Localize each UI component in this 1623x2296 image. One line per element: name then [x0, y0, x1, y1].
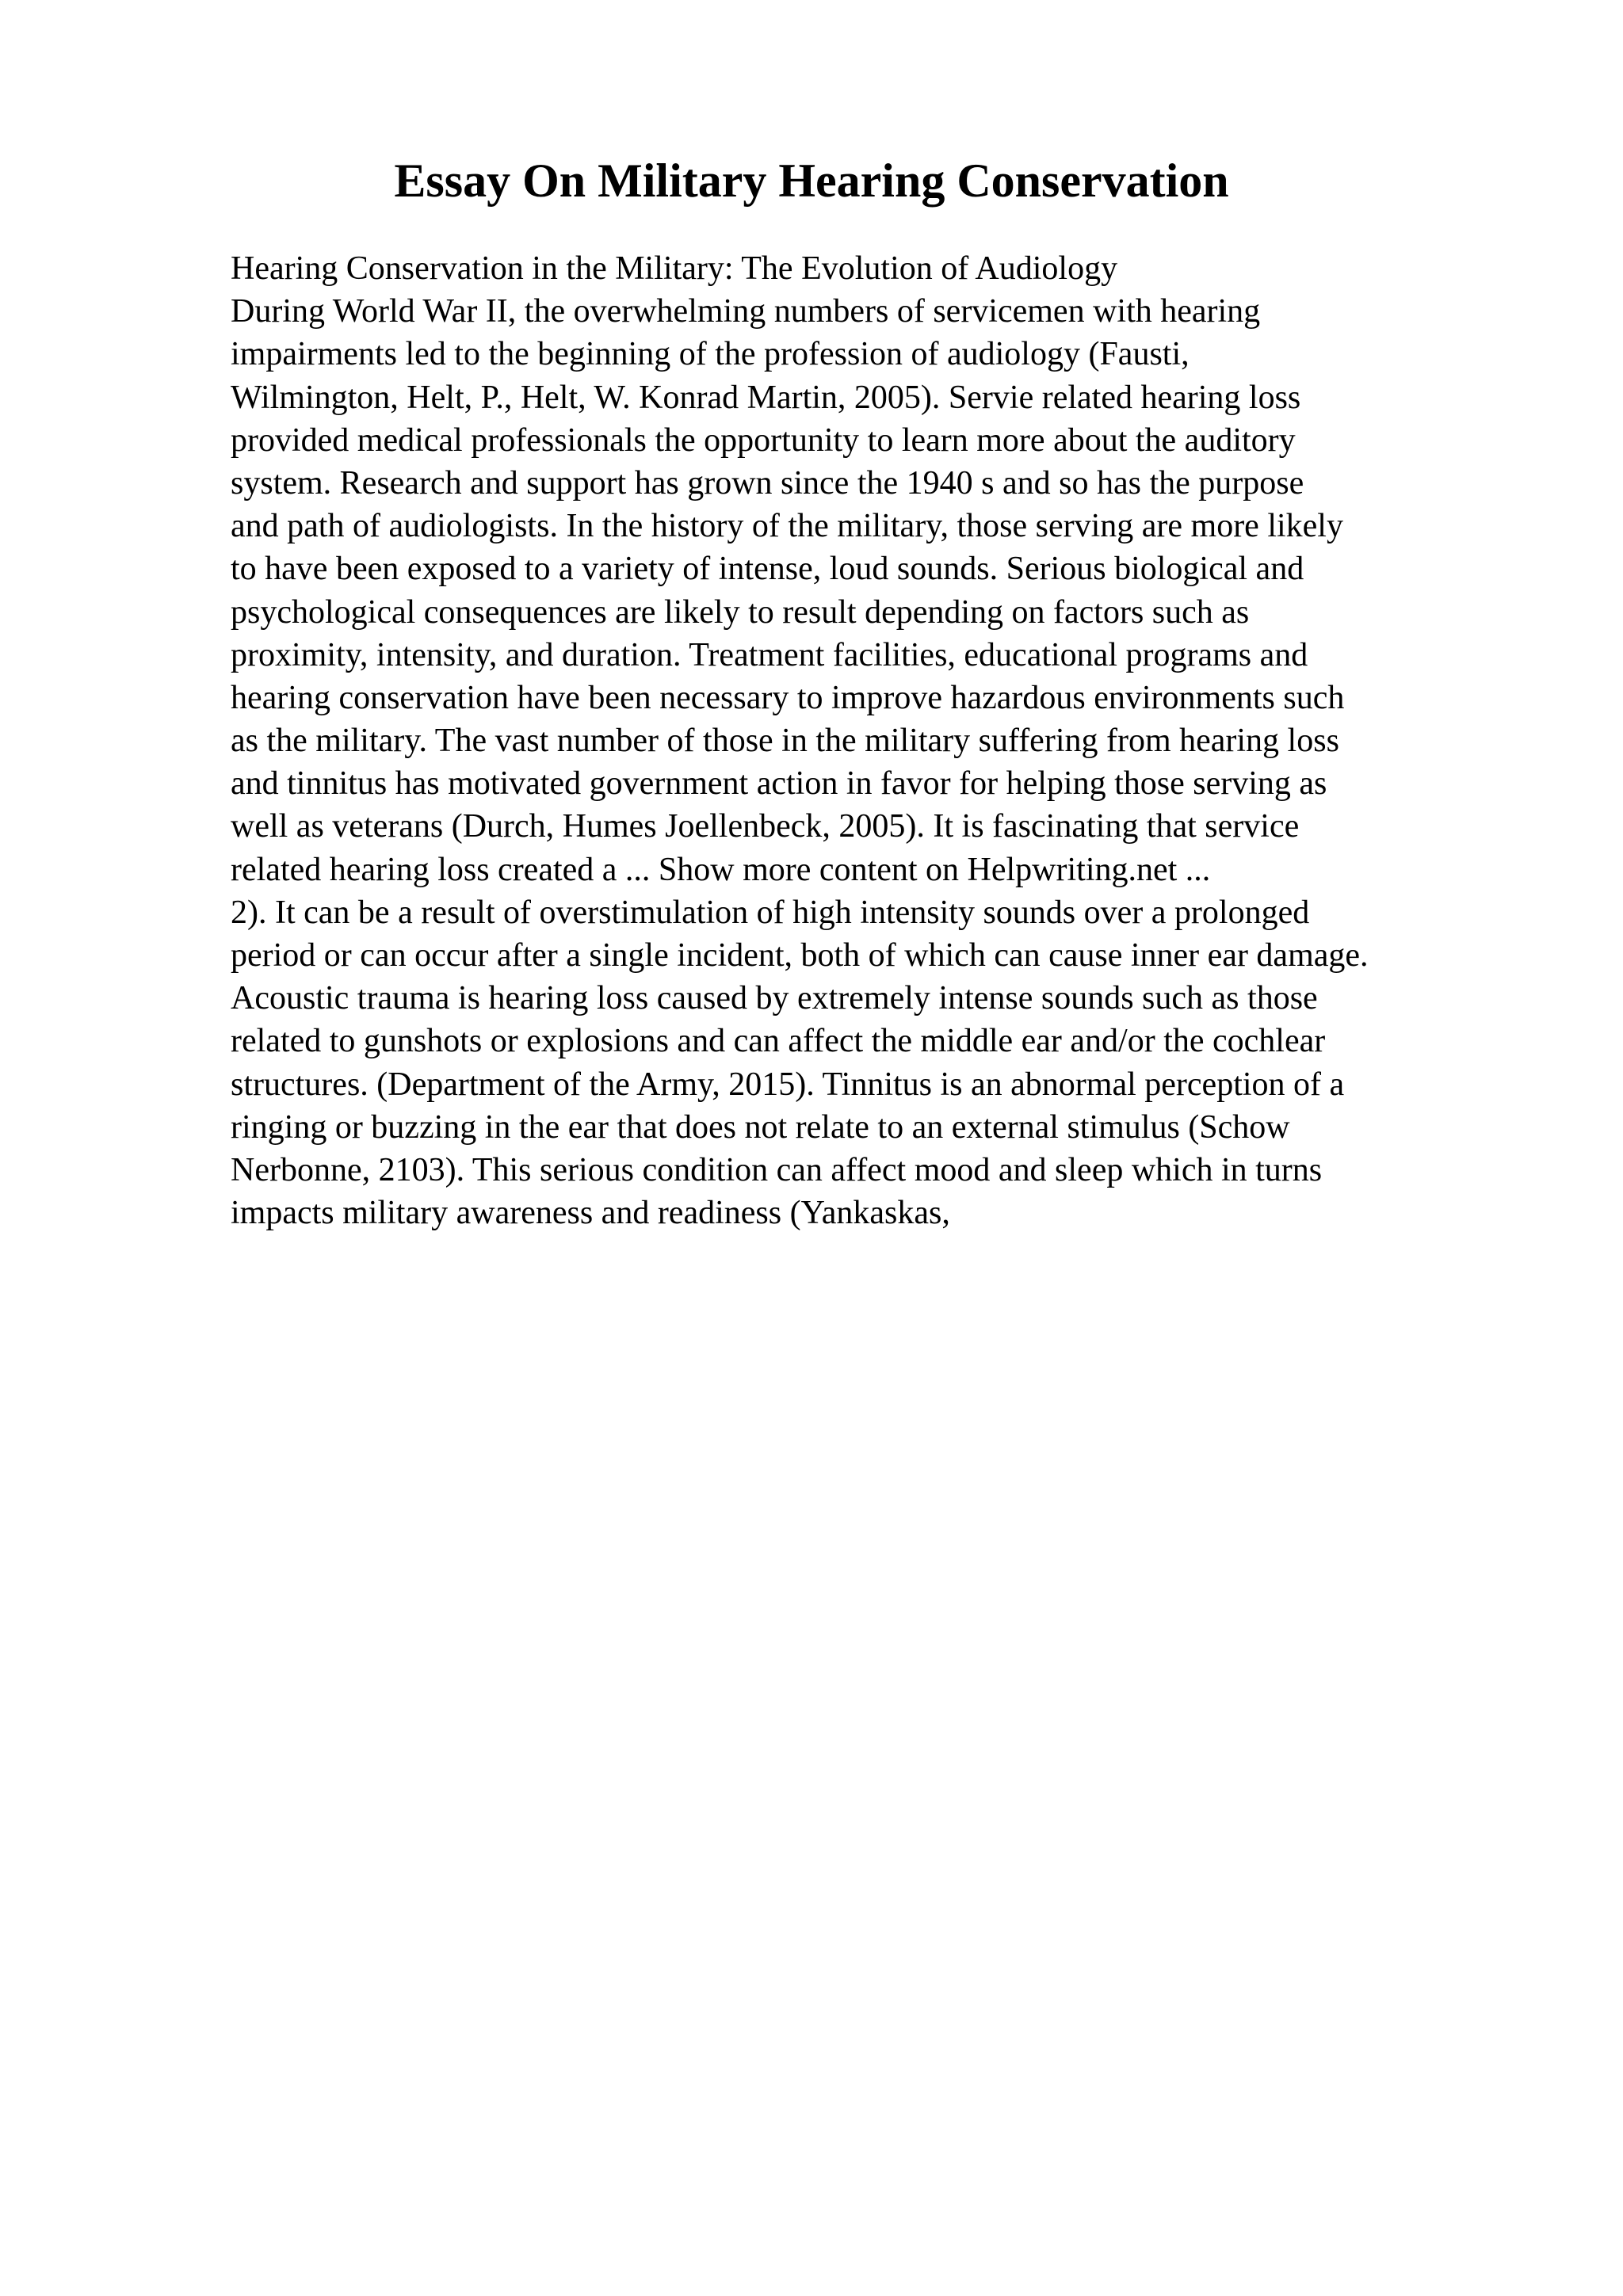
text-line: Wilmington, Helt, P., Helt, W. Konrad Martin, 2005). Servie related hearing loss	[231, 379, 1301, 416]
text-line: psychological consequences are likely to result depending on factors such as	[231, 593, 1250, 631]
text-line: Hearing Conservation in the Military: The Evolution of Audiology	[231, 250, 1118, 287]
text-line: proximity, intensity, and duration. Treatment facilities, educational programs and	[231, 636, 1308, 673]
text-line: impacts military awareness and readiness (Yankaskas,	[231, 1195, 950, 1232]
text-line: ringing or buzzing in the ear that does not relate to an external stimulus (Schow	[231, 1108, 1290, 1146]
text-line: Acoustic trauma is hearing loss caused by extremely intense sounds such as those	[231, 980, 1318, 1017]
text-line: to have been exposed to a variety of intense, loud sounds. Serious biological and	[231, 551, 1304, 588]
text-line: provided medical professionals the opportunity to learn more about the auditory	[231, 421, 1296, 459]
text-line: as the military. The vast number of those in the military suffering from hearing loss	[231, 723, 1339, 760]
text-line: Nerbonne, 2103). This serious condition can affect mood and sleep which in turns	[231, 1151, 1323, 1188]
text-line: structures. (Department of the Army, 2015). Tinnitus is an abnormal perception of a	[231, 1066, 1345, 1103]
text-line: related hearing loss created a ... Show more content on Helpwriting.net ...	[231, 851, 1211, 888]
text-line: hearing conservation have been necessary to improve hazardous environments such	[231, 679, 1345, 716]
text-line: period or can occur after a single incident, both of which can cause inner ear damage.	[231, 937, 1369, 974]
text-line: 2). It can be a result of overstimulation of high intensity sounds over a prolonged	[231, 894, 1310, 931]
document-body	[231, 247, 1514, 1234]
text-line: and tinnitus has motivated government action in favor for helping those serving as	[231, 765, 1327, 803]
document-title: Essay On Military Hearing Conservation	[394, 154, 1229, 207]
text-line: and path of audiologists. In the history of the military, those serving are more likely	[231, 508, 1343, 545]
text-line: related to gunshots or explosions and can affect the middle ear and/or the cochlear	[231, 1023, 1326, 1060]
text-line: During World War II, the overwhelming numbers of servicemen with hearing	[231, 293, 1261, 330]
text-line: well as veterans (Durch, Humes Joellenbeck, 2005). It is fascinating that service	[231, 808, 1300, 845]
text-line: system. Research and support has grown since the 1940 s and so has the purpose	[231, 464, 1304, 502]
text-line: impairments led to the beginning of the profession of audiology (Fausti,	[231, 336, 1190, 373]
